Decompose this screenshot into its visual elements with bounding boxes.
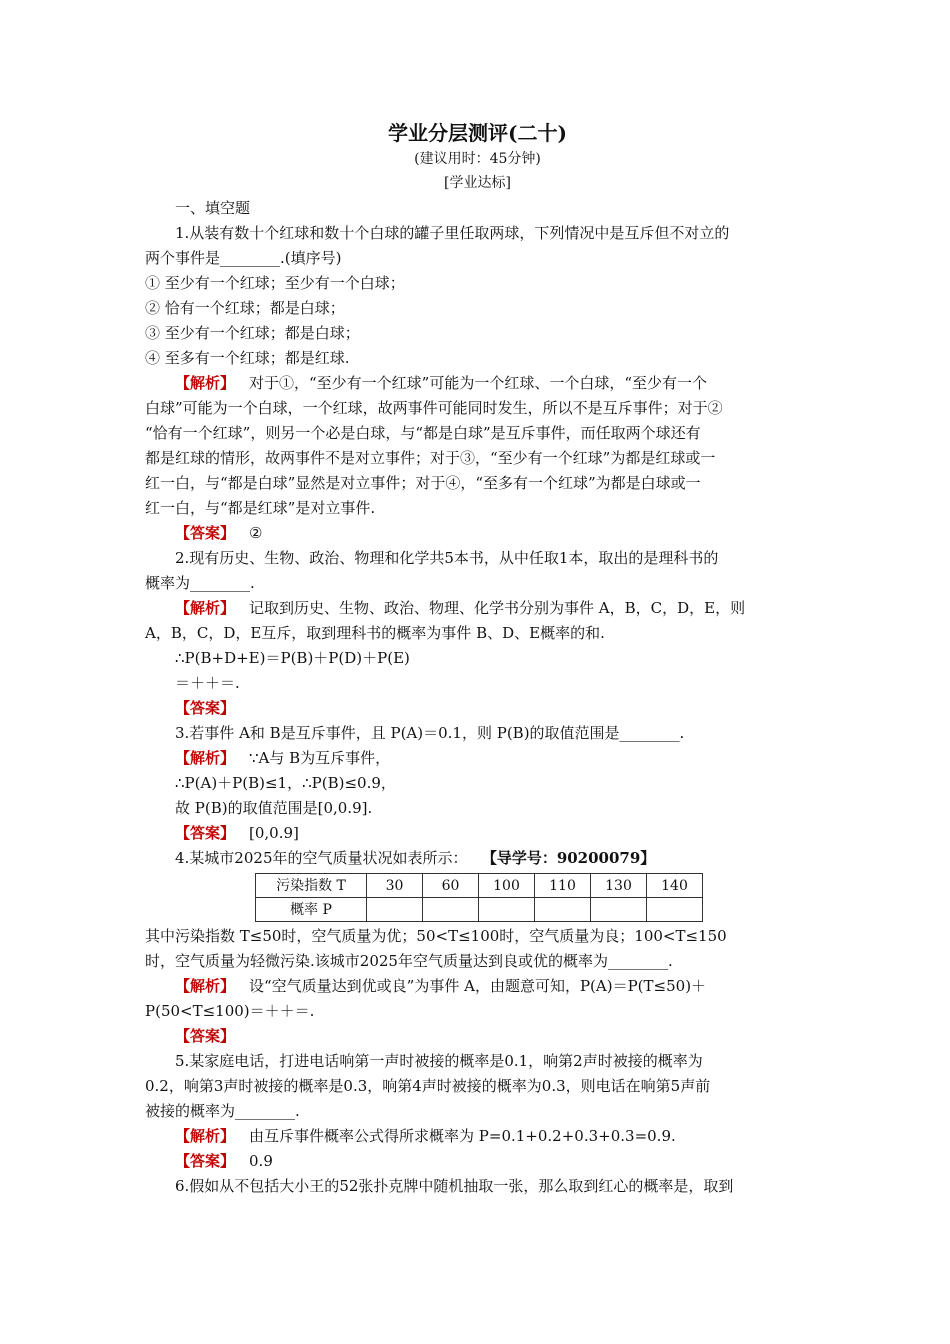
answer-tag: 【答案】 — [175, 1027, 236, 1045]
q1-analysis-line2: 白球”可能为一个白球，一个红球，故两事件可能同时发生，所以不是互斥事件；对于② — [145, 399, 723, 417]
table-row — [256, 874, 703, 898]
q5-answer: 【答案】 0.9 — [175, 1152, 273, 1170]
q4-stem: 4.某城市2025年的空气质量状况如表所示： 【导学号：90200079】 — [175, 849, 656, 867]
q2-formula-line2: ＝＋＋＝. — [175, 674, 240, 692]
answer-tag: 【答案】 — [175, 824, 236, 842]
q4-analysis-line2: P(50<T≤100)＝＋＋＝. — [145, 1002, 315, 1020]
q1-analysis-line6: 红一白，与“都是红球”是对立事件. — [145, 499, 376, 517]
analysis-tag: 【解析】 — [175, 374, 236, 392]
q5-stem-line3: 被接的概率为________. — [145, 1102, 300, 1120]
page-title: 学业分层测评(二十) — [388, 121, 567, 145]
q5-analysis: 【解析】 由互斥事件概率公式得所求概率为 P=0.1+0.2+0.3+0.3=0.9. — [175, 1127, 676, 1145]
section-label: [学业达标] — [444, 175, 511, 191]
q6-stem-line1: 6.假如从不包括大小王的52张扑克牌中随机抽取一张，那么取到红心的概率是，取到 — [175, 1177, 734, 1195]
q1-analysis-line5: 红一白，与“都是白球”显然是对立事件；对于④，“至多有一个红球”为都是白球或一 — [145, 474, 701, 492]
q3-stem: 3.若事件 A和 B是互斥事件，且 P(A)＝0.1，则 P(B)的取值范围是________. — [175, 724, 685, 742]
answer-tag: 【答案】 — [175, 699, 236, 717]
q2-formula-line1: ∴P(B+D+E)＝P(B)＋P(D)＋P(E) — [175, 649, 410, 667]
analysis-tag: 【解析】 — [175, 749, 236, 767]
q2-stem-line1: 2.现有历史、生物、政治、物理和化学共5本书，从中任取1本，取出的是理科书的 — [175, 549, 719, 567]
q2-answer — [145, 696, 810, 721]
table-cell: 130 — [591, 874, 647, 898]
document-page — [145, 118, 810, 1199]
table-cell — [367, 898, 423, 922]
table-cell — [423, 898, 479, 922]
q1-stem-line2: 两个事件是________.(填序号) — [145, 249, 342, 267]
table-cell: 140 — [647, 874, 703, 898]
q1-option-3: ③ 至少有一个红球；都是白球； — [145, 324, 360, 342]
answer-tag: 【答案】 — [175, 524, 236, 542]
table-cell: 110 — [535, 874, 591, 898]
q4-text-line1: 其中污染指数 T≤50时，空气质量为优；50<T≤100时，空气质量为良；100<T≤150 — [145, 927, 727, 945]
q1-stem-line1: 1.从装有数十个红球和数十个白球的罐子里任取两球，下列情况中是互斥但不对立的 — [175, 224, 730, 242]
table-cell — [591, 898, 647, 922]
q2-stem-line2: 概率为________. — [145, 574, 255, 592]
q3-analysis-line3: 故 P(B)的取值范围是[0,0.9]. — [175, 799, 373, 817]
table-header-cell: 概率 P — [256, 898, 367, 922]
q1-option-2: ② 恰有一个红球；都是白球； — [145, 299, 345, 317]
q2-analysis-line2: A，B，C，D，E互斥，取到理科书的概率为事件 B、D、E概率的和. — [145, 624, 605, 642]
table-cell: 60 — [423, 874, 479, 898]
q3-analysis-line2: ∴P(A)＋P(B)≤1，∴P(B)≤0.9， — [175, 774, 396, 792]
q3-answer: 【答案】 [0,0.9] — [175, 824, 299, 842]
q1-option-4: ④ 至多有一个红球；都是红球. — [145, 349, 350, 367]
table-header-cell: 污染指数 T — [256, 874, 367, 898]
q2-analysis-line1: 【解析】 记取到历史、生物、政治、物理、化学书分别为事件 A，B，C，D，E，则 — [175, 599, 746, 617]
q5-stem-line1: 5.某家庭电话，打进电话响第一声时被接的概率是0.1，响第2声时被接的概率为 — [175, 1052, 703, 1070]
q3-analysis-line1: 【解析】 ∵A与 B为互斥事件， — [175, 749, 391, 767]
part-heading: 一、填空题 — [175, 199, 251, 217]
analysis-tag: 【解析】 — [175, 1127, 236, 1145]
q1-analysis-line4: 都是红球的情形，故两事件不是对立事件；对于③，“至少有一个红球”为都是红球或一 — [145, 449, 716, 467]
table-cell: 100 — [479, 874, 535, 898]
table-cell — [647, 898, 703, 922]
q4-answer — [145, 1024, 810, 1049]
q1-answer: 【答案】 ② — [175, 524, 263, 542]
table-cell — [479, 898, 535, 922]
q4-analysis-line1: 【解析】 设“空气质量达到优或良”为事件 A，由题意可知，P(A)＝P(T≤50)＋ — [175, 977, 707, 995]
q1-option-1: ① 至少有一个红球；至少有一个白球； — [145, 274, 405, 292]
air-quality-table — [255, 873, 703, 922]
analysis-tag: 【解析】 — [175, 977, 236, 995]
suggested-time: (建议用时：45分钟) — [414, 151, 541, 167]
q1-analysis-line3: “恰有一个红球”，则另一个必是白球，与“都是白球”是互斥事件，而任取两个球还有 — [145, 424, 701, 442]
table-row — [256, 898, 703, 922]
q4-text-line2: 时，空气质量为轻微污染.该城市2025年空气质量达到良或优的概率为________. — [145, 952, 673, 970]
table-cell: 30 — [367, 874, 423, 898]
q5-stem-line2: 0.2，响第3声时被接的概率是0.3，响第4声时被接的概率为0.3，则电话在响第5声前 — [145, 1077, 711, 1095]
analysis-tag: 【解析】 — [175, 599, 236, 617]
q1-analysis-line1: 【解析】 对于①，“至少有一个红球”可能为一个红球、一个白球，“至少有一个 — [175, 374, 708, 392]
answer-tag: 【答案】 — [175, 1152, 236, 1170]
table-cell — [535, 898, 591, 922]
reference-number: 【导学号：90200079】 — [481, 849, 656, 867]
